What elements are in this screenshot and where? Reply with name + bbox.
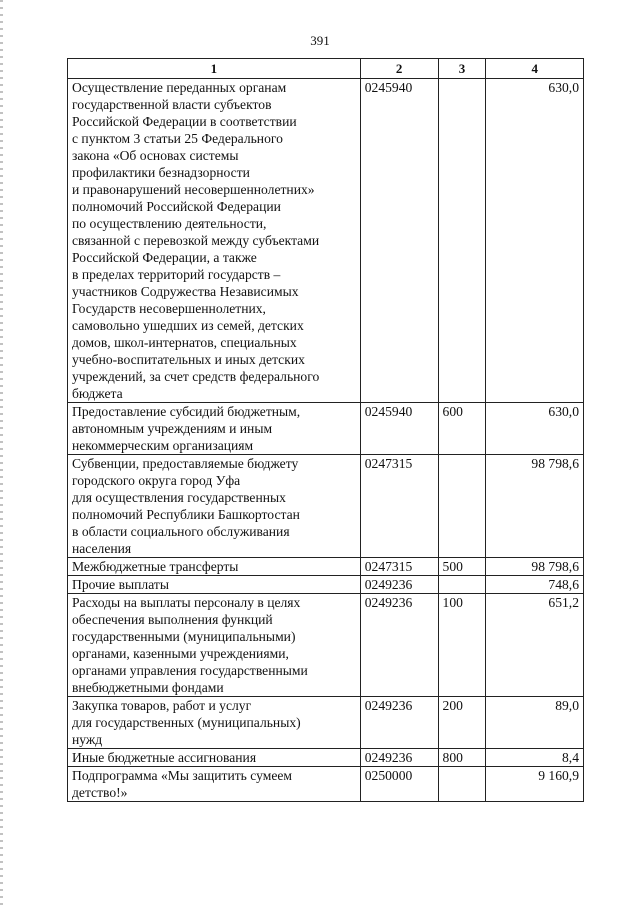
- row-amount: 748,6: [486, 576, 584, 594]
- row-expense-type: [438, 79, 486, 403]
- row-code: 0247315: [360, 455, 438, 558]
- description-line: населения: [72, 541, 132, 556]
- description-line: по осуществлению деятельности,: [72, 216, 267, 231]
- row-amount: 651,2: [486, 594, 584, 697]
- description-line: в области социального обслуживания: [72, 524, 290, 539]
- description-line: Предоставление субсидий бюджетным,: [72, 404, 301, 419]
- description-line: связанной с перевозкой между субъектами: [72, 233, 320, 248]
- row-description: [68, 594, 361, 697]
- table-row: [68, 576, 584, 594]
- row-expense-type: [438, 576, 486, 594]
- description-line: полномочий Российской Федерации: [72, 199, 281, 214]
- table-row: [68, 749, 584, 767]
- table-row: [68, 767, 584, 802]
- description-line: профилактики безнадзорности: [72, 165, 250, 180]
- table-row: [68, 558, 584, 576]
- row-description: [68, 767, 361, 802]
- description-line: органами, казенными учреждениями,: [72, 646, 289, 661]
- table-row: [68, 594, 584, 697]
- row-code: 0245940: [360, 403, 438, 455]
- header-row: [68, 59, 584, 79]
- description-line: Российской Федерации в соответствии: [72, 114, 297, 129]
- row-expense-type: 800: [438, 749, 486, 767]
- description-line: и правонарушений несовершеннолетних»: [72, 182, 315, 197]
- description-line: для осуществления государственных: [72, 490, 286, 505]
- row-code: 0245940: [360, 79, 438, 403]
- description-line: участников Содружества Независимых: [72, 284, 299, 299]
- description-line: государственными (муниципальными): [72, 629, 296, 644]
- description-line: учебно-воспитательных и иных детских: [72, 352, 305, 367]
- row-description: [68, 558, 361, 576]
- row-code: 0249236: [360, 697, 438, 749]
- row-amount: 98 798,6: [486, 455, 584, 558]
- row-expense-type: 600: [438, 403, 486, 455]
- row-description: [68, 697, 361, 749]
- row-code: 0247315: [360, 558, 438, 576]
- description-line: Расходы на выплаты персоналу в целях: [72, 595, 301, 610]
- row-description: [68, 455, 361, 558]
- description-line: закона «Об основах системы: [72, 148, 239, 163]
- description-line: для государственных (муниципальных): [72, 715, 301, 730]
- row-code: 0249236: [360, 594, 438, 697]
- description-line: органами управления государственными: [72, 663, 308, 678]
- description-line: государственной власти субъектов: [72, 97, 272, 112]
- table-row: [68, 79, 584, 403]
- row-expense-type: 500: [438, 558, 486, 576]
- description-line: бюджета: [72, 386, 123, 401]
- header-col-3: 3: [438, 59, 486, 79]
- description-line: нужд: [72, 732, 103, 747]
- description-line: Иные бюджетные ассигнования: [72, 750, 257, 765]
- header-col-1: 1: [68, 59, 361, 79]
- page-number: 391: [310, 33, 330, 48]
- description-line: Государств несовершеннолетних,: [72, 301, 266, 316]
- budget-table: [67, 58, 584, 802]
- description-line: Межбюджетные трансферты: [72, 559, 239, 574]
- description-line: Субвенции, предоставляемые бюджету: [72, 456, 299, 471]
- description-line: полномочий Республики Башкортостан: [72, 507, 300, 522]
- table-row: [68, 455, 584, 558]
- row-code: 0249236: [360, 576, 438, 594]
- row-code: 0249236: [360, 749, 438, 767]
- description-line: автономным учреждениям и иным: [72, 421, 273, 436]
- description-line: Прочие выплаты: [72, 577, 169, 592]
- row-amount: 98 798,6: [486, 558, 584, 576]
- description-line: Подпрограмма «Мы защитить сумеем: [72, 768, 293, 783]
- row-expense-type: [438, 767, 486, 802]
- description-line: с пунктом 3 статьи 25 Федерального: [72, 131, 283, 146]
- description-line: в пределах территорий государств –: [72, 267, 281, 282]
- description-line: Российской Федерации, а также: [72, 250, 257, 265]
- row-expense-type: 200: [438, 697, 486, 749]
- description-line: самовольно ушедших из семей, детских: [72, 318, 304, 333]
- header-col-2: 2: [360, 59, 438, 79]
- row-amount: 89,0: [486, 697, 584, 749]
- row-code: 0250000: [360, 767, 438, 802]
- description-line: городского округа город Уфа: [72, 473, 241, 488]
- row-description: [68, 749, 361, 767]
- description-line: Осуществление переданных органам: [72, 80, 287, 95]
- description-line: некоммерческим организациям: [72, 438, 254, 453]
- row-amount: 630,0: [486, 79, 584, 403]
- row-amount: 630,0: [486, 403, 584, 455]
- table-row: [68, 403, 584, 455]
- row-expense-type: [438, 455, 486, 558]
- row-amount: 8,4: [486, 749, 584, 767]
- row-description: [68, 576, 361, 594]
- row-amount: 9 160,9: [486, 767, 584, 802]
- description-line: обеспечения выполнения функций: [72, 612, 273, 627]
- description-line: домов, школ-интернатов, специальных: [72, 335, 297, 350]
- header-col-4: 4: [486, 59, 584, 79]
- description-line: внебюджетными фондами: [72, 680, 224, 695]
- row-description: [68, 79, 361, 403]
- description-line: Закупка товаров, работ и услуг: [72, 698, 252, 713]
- scan-edge: [0, 0, 3, 905]
- table-row: [68, 697, 584, 749]
- row-description: [68, 403, 361, 455]
- description-line: детство!»: [72, 785, 128, 800]
- row-expense-type: 100: [438, 594, 486, 697]
- description-line: учреждений, за счет средств федерального: [72, 369, 320, 384]
